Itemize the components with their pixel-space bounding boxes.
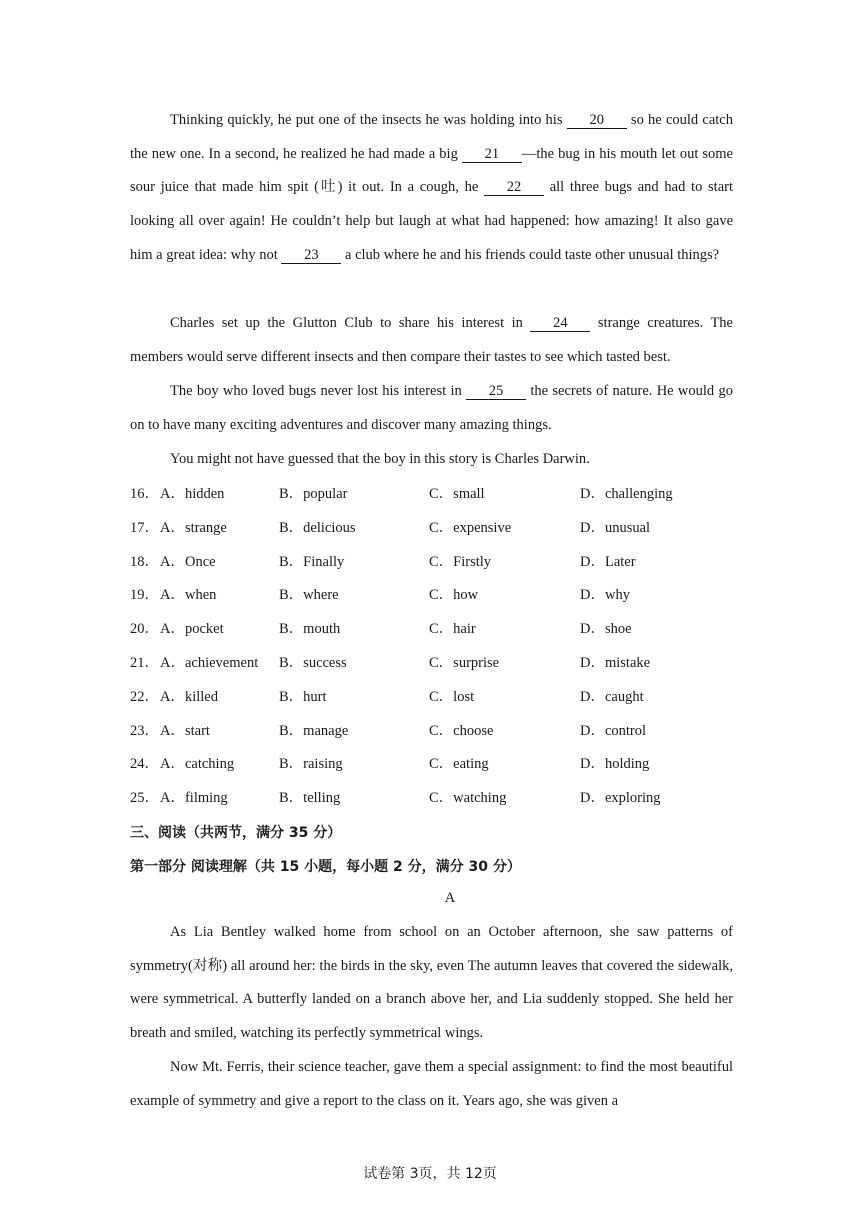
blank-25: 25 (466, 383, 526, 400)
option-c[interactable]: C．how (429, 587, 479, 604)
question-number: 18． (130, 553, 159, 570)
section-title: 三、阅读（共两节，满分 35 分） (130, 825, 342, 841)
option-b[interactable]: B．popular (279, 486, 348, 502)
question-number: 19． (130, 587, 159, 604)
option-a[interactable]: A．achievement (160, 655, 259, 671)
option-d[interactable]: D．control (580, 722, 647, 739)
question-row (130, 552, 740, 572)
part-title: 第一部分 阅读理解（共 15 小题，每小题 2 分，满分 30 分） (130, 859, 521, 875)
blank-20: 20 (567, 112, 627, 129)
option-d[interactable]: D．caught (580, 688, 644, 705)
question-row (130, 518, 740, 538)
passage-paragraph-1: Thinking quickly, he put one of the insects he was holding into his 20 so he could catch the new one. In a second, he realized he had made a big 21 —the bug in his mouth let out some sour juice that made him spit (吐) it out. In a cough, he 22 all three bugs and had to start looking all over again! He couldn’t help but laugh at what had happened: how amazing! It also gave him a great idea: why not 23 a club where he and his friends could taste other unusual things? (130, 112, 733, 263)
question-number: 20． (130, 621, 159, 638)
option-a[interactable]: A．when (160, 587, 217, 604)
question-row (130, 484, 740, 504)
option-a[interactable]: A．killed (160, 688, 218, 705)
option-d[interactable]: D．exploring (580, 790, 661, 807)
question-number: 22． (130, 688, 159, 705)
option-a[interactable]: A．catching (160, 756, 235, 773)
option-c[interactable]: C．choose (429, 722, 494, 739)
option-b[interactable]: B．where (279, 587, 339, 604)
blank-22: 22 (484, 179, 544, 196)
option-c[interactable]: C．Firstly (429, 553, 492, 570)
question-row (130, 721, 740, 741)
option-b[interactable]: B．Finally (279, 553, 345, 570)
question-row (130, 653, 740, 673)
question-row (130, 788, 740, 808)
option-a[interactable]: A．strange (160, 519, 227, 536)
passage-letter: A (444, 890, 456, 906)
reading-paragraph-1: As Lia Bentley walked home from school on an October afternoon, she saw patterns of symmetry(对称) all around her: the birds in the sky, even The autumn leaves that covered the sidewalk, were symmetrical. A butterfly landed on a branch above her, and Lia suddenly stopped. She held her breath and smiled, watching its perfectly symmetrical wings. (130, 924, 733, 1042)
option-a[interactable]: A．pocket (160, 621, 224, 638)
question-number: 25． (130, 790, 159, 807)
option-a[interactable]: A．start (160, 722, 210, 739)
option-b[interactable]: B．manage (279, 722, 349, 739)
option-c[interactable]: C．lost (429, 688, 475, 705)
question-number: 24． (130, 756, 159, 773)
question-number: 21． (130, 655, 159, 671)
option-b[interactable]: B．success (279, 655, 347, 671)
question-row (130, 619, 740, 639)
option-c[interactable]: C．watching (429, 790, 507, 807)
option-d[interactable]: D．unusual (580, 519, 651, 536)
option-d[interactable]: D．challenging (580, 486, 673, 502)
question-number: 16． (130, 486, 159, 502)
option-d[interactable]: D．shoe (580, 621, 632, 638)
question-number: 23． (130, 722, 159, 739)
option-c[interactable]: C．surprise (429, 655, 500, 671)
passage-paragraph-4: You might not have guessed that the boy in this story is Charles Darwin. (170, 451, 590, 467)
option-a[interactable]: A．hidden (160, 486, 225, 502)
option-b[interactable]: B．delicious (279, 519, 356, 536)
option-b[interactable]: B．telling (279, 790, 341, 807)
question-row (130, 754, 740, 774)
question-row (130, 585, 740, 605)
option-b[interactable]: B．hurt (279, 688, 327, 705)
question-row (130, 687, 740, 707)
reading-paragraph-2: Now Mt. Ferris, their science teacher, gave them a special assignment: to find the most beautiful example of symmetry and give a report to the class on it. Years ago, she was given a (130, 1059, 733, 1109)
option-b[interactable]: B．mouth (279, 621, 341, 638)
option-c[interactable]: C．hair (429, 621, 476, 638)
blank-21: 21 (462, 146, 522, 163)
blank-23: 23 (281, 247, 341, 264)
page-footer: 试卷第 3页，共 12页 (363, 1166, 497, 1182)
option-d[interactable]: D．holding (580, 756, 650, 773)
passage-paragraph-3: The boy who loved bugs never lost his interest in 25 the secrets of nature. He would go on to have many exciting adventures and discover many amazing things. (130, 383, 733, 433)
option-a[interactable]: A．Once (160, 553, 216, 570)
option-d[interactable]: D．Later (580, 553, 636, 570)
blank-24: 24 (530, 315, 590, 332)
option-a[interactable]: A．filming (160, 790, 228, 807)
option-c[interactable]: C．expensive (429, 519, 512, 536)
option-d[interactable]: D．mistake (580, 655, 651, 671)
question-number: 17． (130, 519, 159, 536)
option-d[interactable]: D．why (580, 587, 630, 604)
option-b[interactable]: B．raising (279, 756, 343, 773)
option-c[interactable]: C．eating (429, 756, 489, 773)
option-c[interactable]: C．small (429, 486, 485, 502)
passage-paragraph-2: Charles set up the Glutton Club to share his interest in 24 strange creatures. The members would serve different insects and then compare their tastes to see which tasted best. (130, 315, 733, 365)
